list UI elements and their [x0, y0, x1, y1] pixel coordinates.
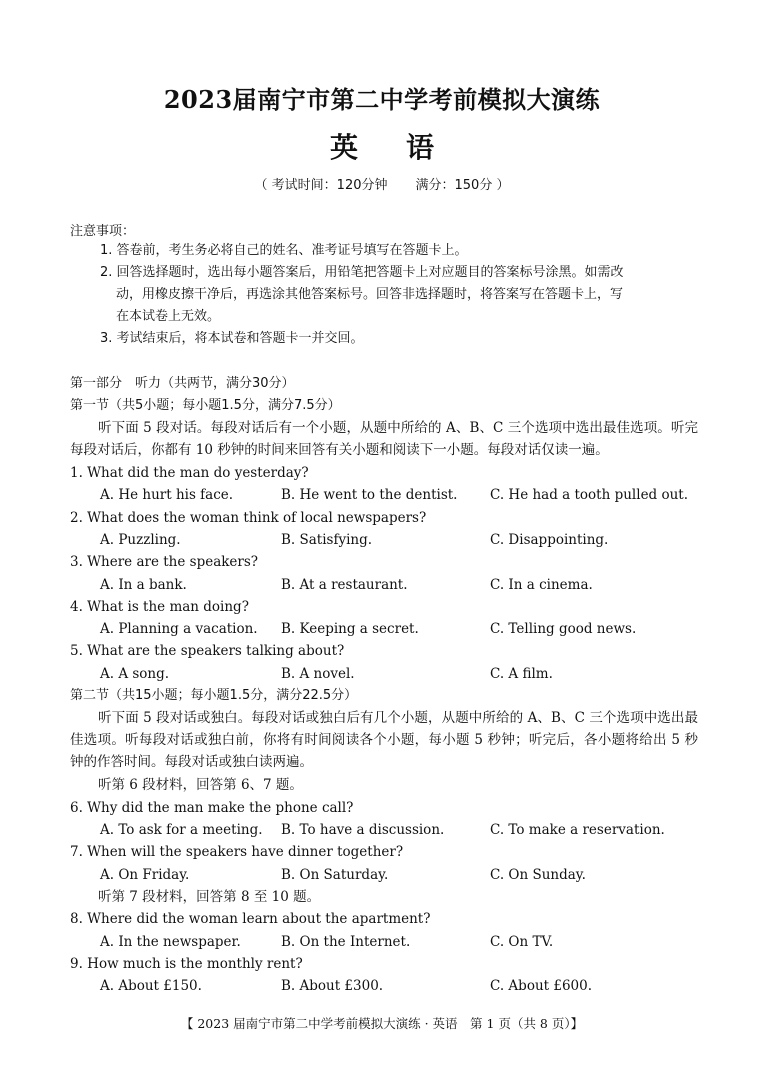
section1-instructions: 听下面 5 段对话。每段对话后有一个小题，从题中所给的 A、B、C 三个选项中选出最佳选项。听完每段对话后，你都有 10 秒钟的时间来回答有关小题和阅读下一小题。每段对话仅读一遍。: [70, 420, 698, 458]
exam-info: [0, 174, 764, 193]
note-item-3: 3. 考试结束后，将本试卷和答题卡一并交回。: [100, 331, 364, 346]
option-b: B. He went to the dentist.: [281, 487, 458, 503]
option-c: C. On Sunday.: [490, 867, 586, 883]
option-c: C. On TV.: [490, 934, 554, 950]
question-3-options: [100, 574, 700, 596]
option-a: A. Planning a vacation.: [100, 621, 258, 637]
note-item-2-line-1: 2. 回答选择题时，选出每小题答案后，用铅笔把答题卡上对应题目的答案标号涂黑。如需改: [100, 265, 624, 280]
subject-char-1: 英: [329, 131, 358, 164]
option-c: C. About £600.: [490, 978, 593, 994]
question-4: 4. What is the man doing?: [70, 599, 249, 615]
option-a: A. In a bank.: [100, 577, 187, 593]
section2-instructions: 听下面 5 段对话或独白。每段对话或独白后有几个小题，从题中所给的 A、B、C 三个选项中选出最佳选项。听每段对话或独白前，你将有时间阅读各个小题，每小题 5 秒钟；听完后，各小题将给出 5 秒钟的作答时间。每段对话或独白读两遍。: [70, 710, 698, 770]
notes-title: 注意事项：: [70, 224, 136, 239]
option-b: B. Keeping a secret.: [281, 621, 419, 637]
subject-char-2: 语: [406, 131, 435, 164]
option-b: B. Satisfying.: [281, 532, 373, 548]
note-item-1: 1. 答卷前，考生务必将自己的姓名、准考证号填写在答题卡上。: [100, 243, 468, 258]
material-6-instruction: 听第 6 段材料，回答第 6、7 题。: [98, 777, 303, 793]
option-b: B. On the Internet.: [281, 934, 411, 950]
exam-time: （ 考试时间：120分钟: [254, 178, 388, 193]
option-a: A. A song.: [100, 666, 170, 682]
note-item-2-line-3: 在本试卷上无效。: [116, 309, 221, 324]
note-item-2: [100, 262, 700, 328]
option-c: C. In a cinema.: [490, 577, 593, 593]
option-a: A. In the newspaper.: [100, 934, 241, 950]
question-6: 6. Why did the man make the phone call?: [70, 800, 354, 816]
option-c: C. A film.: [490, 666, 553, 682]
option-a: A. He hurt his face.: [100, 487, 234, 503]
question-2: 2. What does the woman think of local newspapers?: [70, 510, 427, 526]
option-a: A. On Friday.: [100, 867, 190, 883]
question-2-options: [100, 529, 700, 551]
part1-heading: 第一部分 听力（共两节，满分30分）: [70, 376, 295, 391]
option-c: C. He had a tooth pulled out.: [490, 487, 689, 503]
question-8-options: [100, 931, 700, 953]
option-c: C. Disappointing.: [490, 532, 609, 548]
question-1: 1. What did the man do yesterday?: [70, 465, 309, 481]
question-9: 9. How much is the monthly rent?: [70, 956, 303, 972]
exam-title: 2023届南宁市第二中学考前模拟大演练: [163, 85, 601, 114]
question-6-options: [100, 819, 700, 841]
question-4-options: [100, 618, 700, 640]
option-a: A. Puzzling.: [100, 532, 181, 548]
option-c: C. Telling good news.: [490, 621, 637, 637]
option-b: B. About £300.: [281, 978, 384, 994]
subject-title: [0, 126, 764, 166]
option-b: B. On Saturday.: [281, 867, 389, 883]
option-b: B. A novel.: [281, 666, 355, 682]
note-item-2-line-2: 动，用橡皮擦干净后，再选涂其他答案标号。回答非选择题时，将答案写在答题卡上，写: [116, 287, 624, 302]
full-score: 满分：150分 ）: [415, 178, 510, 193]
question-1-options: [100, 484, 700, 506]
question-8: 8. Where did the woman learn about the apartment?: [70, 911, 431, 927]
question-7: 7. When will the speakers have dinner together?: [70, 844, 404, 860]
option-b: B. To have a discussion.: [281, 822, 445, 838]
option-a: A. To ask for a meeting.: [100, 822, 263, 838]
option-a: A. About £150.: [100, 978, 202, 994]
option-b: B. At a restaurant.: [281, 577, 408, 593]
option-c: C. To make a reservation.: [490, 822, 665, 838]
question-9-options: [100, 975, 700, 997]
question-3: 3. Where are the speakers?: [70, 554, 259, 570]
material-7-instruction: 听第 7 段材料，回答第 8 至 10 题。: [98, 889, 321, 905]
section1-heading: 第一节（共5小题；每小题1.5分，满分7.5分）: [70, 398, 341, 413]
question-5: 5. What are the speakers talking about?: [70, 643, 345, 659]
question-7-options: [100, 864, 700, 886]
section2-heading: 第二节（共15小题；每小题1.5分，满分22.5分）: [70, 688, 358, 703]
page-footer: 【 2023 届南宁市第二中学考前模拟大演练 · 英语 第 1 页（共 8 页）】: [180, 1016, 584, 1031]
question-5-options: [100, 663, 700, 685]
